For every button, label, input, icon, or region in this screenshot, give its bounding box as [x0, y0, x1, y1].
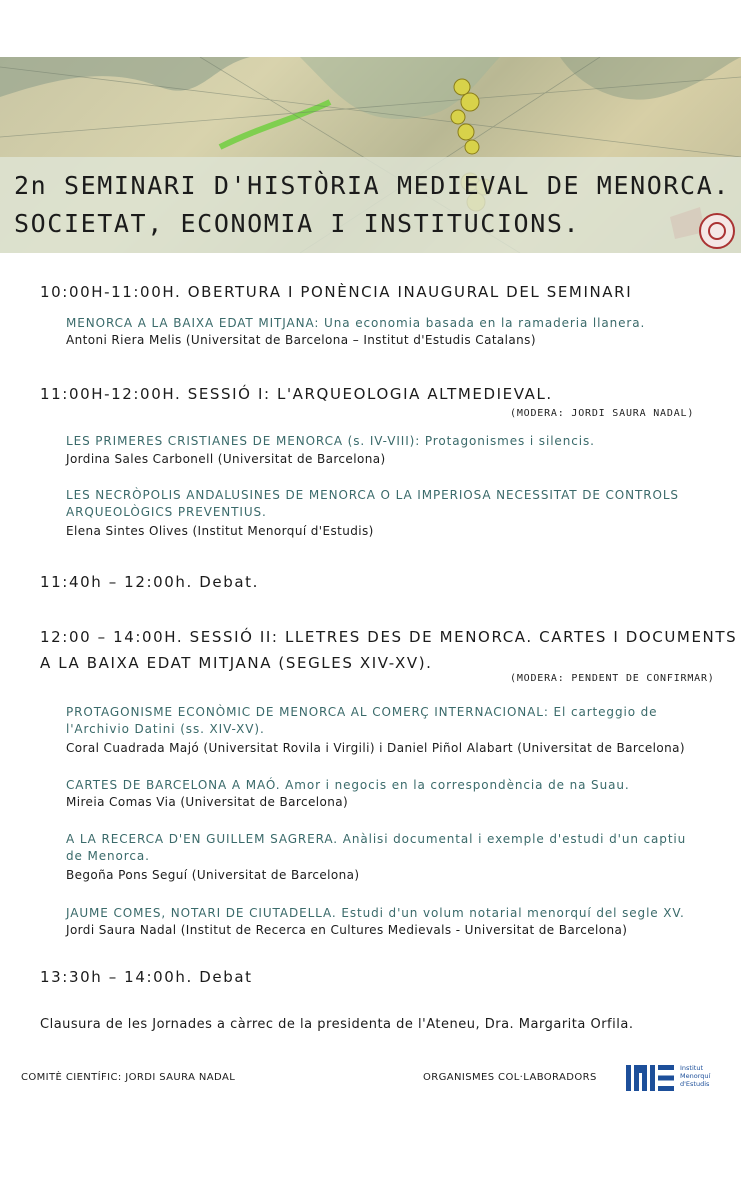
talk-speaker: Jordi Saura Nadal (Institut de Recerca en Cultures Medievals - Universitat de Barcelona) [66, 923, 628, 937]
talk-title-line: de Menorca. [66, 849, 150, 863]
session-heading-letters-line2: A LA BAIXA EDAT MITJANA (SEGLES XIV-XV). [40, 654, 433, 672]
seminar-title: 2n SEMINARI D'HISTÒRIA MEDIEVAL DE MENORCA. [14, 171, 731, 200]
talk-title [66, 704, 726, 738]
session-heading-opening: 10:00H-11:00H. OBERTURA I PONÈNCIA INAUGURAL DEL SEMINARI [40, 283, 633, 301]
talk-speaker: Jordina Sales Carbonell (Universitat de Barcelona) [66, 452, 386, 466]
talk-title-line: LES NECRÒPOLIS ANDALUSINES DE MENORCA O LA IMPERIOSA NECESSITAT DE CONTROLS [66, 488, 679, 502]
seal-icon [699, 213, 735, 249]
talk-title: LES PRIMERES CRISTIANES DE MENORCA (s. IV-VIII): Protagonismes i silencis. [66, 434, 595, 448]
session-heading-letters: 12:00 – 14:00H. SESSIÓ II: LLETRES DES DE MENORCA. CARTES I DOCUMENTS [40, 628, 738, 646]
institut-menorqui-logo [626, 1064, 736, 1092]
talk-title-line: l'Archivio Datini (ss. XIV-XV). [66, 722, 265, 736]
talk-title [66, 487, 726, 521]
talk-speaker: Elena Sintes Olives (Institut Menorquí d'Estudis) [66, 524, 374, 538]
session-moderator: (MODERA: PENDENT DE CONFIRMAR) [510, 673, 715, 684]
logo-text-line: Institut [680, 1064, 703, 1072]
debate-heading: 11:40h – 12:00h. Debat. [40, 573, 259, 591]
talk-title: CARTES DE BARCELONA A MAÓ. Amor i negocis en la correspondència de na Suau. [66, 778, 630, 792]
title-band [0, 157, 741, 253]
scientific-committee: COMITÈ CIENTÍFIC: JORDI SAURA NADAL [21, 1072, 236, 1083]
logo-text [680, 1064, 710, 1088]
talk-speaker: Antoni Riera Melis (Universitat de Barcelona – Institut d'Estudis Catalans) [66, 333, 536, 347]
talk-title: JAUME COMES, NOTARI DE CIUTADELLA. Estudi d'un volum notarial menorquí del segle XV. [66, 906, 685, 920]
session-heading-archaeology: 11:00H-12:00H. SESSIÓ I: L'ARQUEOLOGIA ALTMEDIEVAL. [40, 385, 553, 403]
institut-logo-icon [626, 1065, 676, 1091]
talk-title-line: A LA RECERCA D'EN GUILLEM SAGRERA. Anàlisi documental i exemple d'estudi d'un captiu [66, 832, 687, 846]
seminar-subtitle: SOCIETAT, ECONOMIA I INSTITUCIONS. [14, 209, 581, 238]
talk-title-line: ARQUEOLÒGICS PREVENTIUS. [66, 505, 267, 519]
logo-text-line: d'Estudis [680, 1080, 710, 1088]
talk-title: MENORCA A LA BAIXA EDAT MITJANA: Una economia basada en la ramaderia llanera. [66, 316, 646, 330]
logo-text-line: Menorquí [680, 1072, 711, 1080]
talk-title-line: PROTAGONISME ECONÒMIC DE MENORCA AL COMERÇ INTERNACIONAL: El carteggio de [66, 705, 658, 719]
talk-speaker: Mireia Comas Via (Universitat de Barcelona) [66, 795, 349, 809]
talk-speaker: Coral Cuadrada Majó (Universitat Rovila i Virgili) i Daniel Piñol Alabart (Universitat de Barcelona) [66, 741, 685, 755]
talk-speaker: Begoña Pons Seguí (Universitat de Barcelona) [66, 868, 360, 882]
closing-remarks: Clausura de les Jornades a càrrec de la presidenta de l'Ateneu, Dra. Margarita Orfila. [40, 1017, 634, 1032]
collaborating-organizations: ORGANISMES COL·LABORADORS [423, 1072, 597, 1083]
header-banner [0, 57, 741, 253]
session-moderator: (MODERA: JORDI SAURA NADAL) [510, 408, 695, 419]
talk-title [66, 831, 726, 865]
debate-heading: 13:30h – 14:00h. Debat [40, 968, 253, 986]
